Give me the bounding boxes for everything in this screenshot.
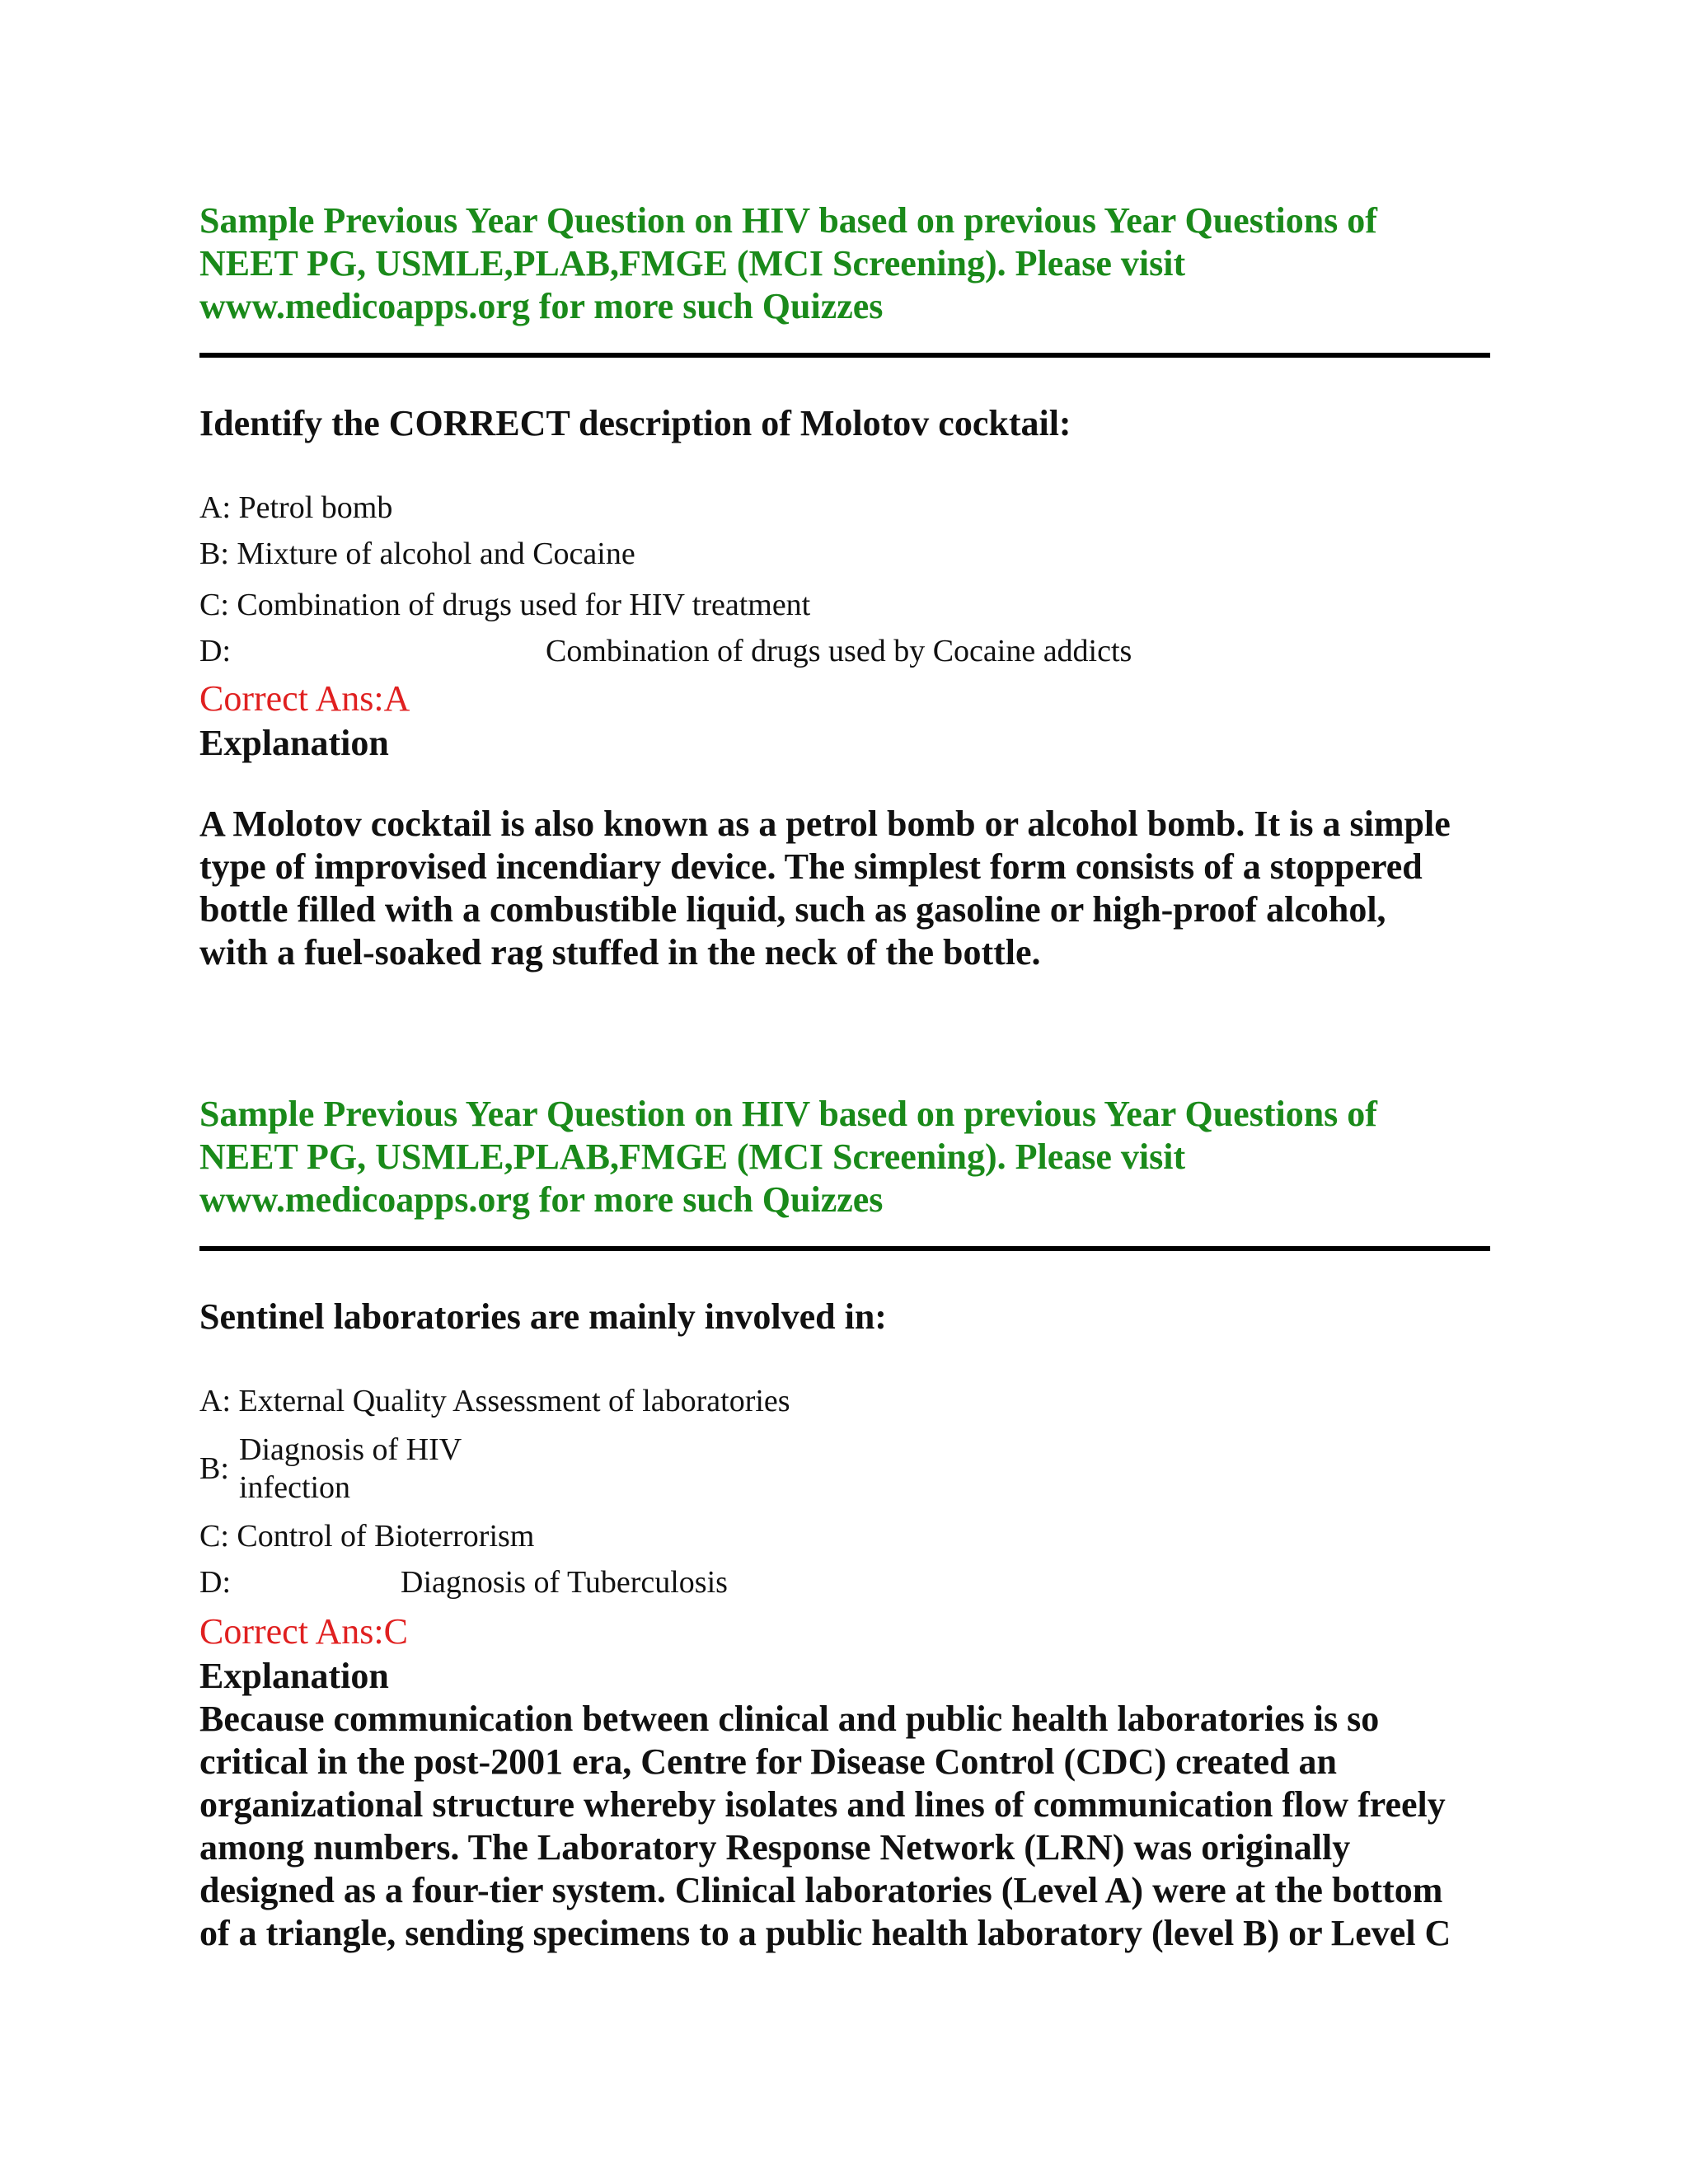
option-text: External Quality Assessment of laboratories [238, 1384, 790, 1418]
explanation-title: Explanation [199, 1656, 389, 1696]
explanation-line: of a triangle, sending specimens to a public health laboratory (level B) or Level C [199, 1913, 1451, 1953]
explanation-text [199, 1698, 1502, 1955]
explanation-line: among numbers. The Laboratory Response Network (LRN) was originally [199, 1827, 1351, 1868]
option-text: Mixture of alcohol and Cocaine [237, 537, 635, 571]
option-text: Petrol bomb [238, 490, 393, 525]
promo-banner [199, 199, 1377, 328]
banner-line: Sample Previous Year Question on HIV based on previous Year Questions of [199, 200, 1377, 241]
banner-line: NEET PG, USMLE,PLAB,FMGE (MCI Screening). Please visit [199, 1137, 1186, 1177]
option-d-label: D: [199, 634, 231, 668]
option-b [199, 536, 635, 572]
promo-banner [199, 1093, 1377, 1221]
explanation-line: designed as a four-tier system. Clinical laboratories (Level A) were at the bottom [199, 1870, 1443, 1910]
question-text: Identify the CORRECT description of Molotov cocktail: [199, 403, 1071, 443]
explanation-line: bottle filled with a combustible liquid, such as gasoline or high-proof alcohol, [199, 889, 1386, 930]
explanation-title: Explanation [199, 723, 389, 763]
option-text-line: Diagnosis of HIV [239, 1432, 462, 1467]
option-label: B: [199, 537, 229, 571]
option-label: C: [199, 1519, 229, 1554]
option-a [199, 490, 392, 526]
correct-answer: Correct Ans:A [199, 678, 410, 719]
option-c [199, 587, 810, 623]
option-d-text: Diagnosis of Tuberculosis [401, 1565, 728, 1600]
banner-line: www.medicoapps.org for more such Quizzes [199, 286, 884, 326]
banner-line: www.medicoapps.org for more such Quizzes [199, 1179, 884, 1220]
explanation-line: organizational structure whereby isolates and lines of communication flow freely [199, 1784, 1446, 1825]
banner-line: NEET PG, USMLE,PLAB,FMGE (MCI Screening). Please visit [199, 243, 1186, 284]
option-d-text: Combination of drugs used by Cocaine addicts [546, 634, 1132, 668]
explanation-line: with a fuel-soaked rag stuffed in the neck of the bottle. [199, 932, 1041, 972]
banner-line: Sample Previous Year Question on HIV based on previous Year Questions of [199, 1094, 1377, 1134]
option-b-label: B: [199, 1451, 229, 1486]
option-text: Control of Bioterrorism [237, 1519, 535, 1554]
option-text-line: infection [239, 1470, 351, 1505]
explanation-line: critical in the post-2001 era, Centre for Disease Control (CDC) created an [199, 1741, 1338, 1782]
option-label: A: [199, 490, 231, 525]
option-label: A: [199, 1384, 231, 1418]
question-text: Sentinel laboratories are mainly involved in: [199, 1296, 887, 1337]
option-text: Combination of drugs used for HIV treatment [237, 588, 811, 622]
option-b-text [239, 1431, 462, 1507]
divider [199, 353, 1490, 358]
divider [199, 1246, 1490, 1251]
explanation-line: A Molotov cocktail is also known as a petrol bomb or alcohol bomb. It is a simple [199, 804, 1451, 844]
explanation-line: Because communication between clinical and public health laboratories is so [199, 1699, 1380, 1739]
correct-answer: Correct Ans:C [199, 1611, 408, 1652]
option-label: C: [199, 588, 229, 622]
option-a [199, 1383, 790, 1419]
option-d-label: D: [199, 1565, 231, 1600]
explanation-text [199, 803, 1502, 974]
explanation-line: type of improvised incendiary device. The simplest form consists of a stoppered [199, 846, 1423, 887]
option-c [199, 1518, 534, 1554]
